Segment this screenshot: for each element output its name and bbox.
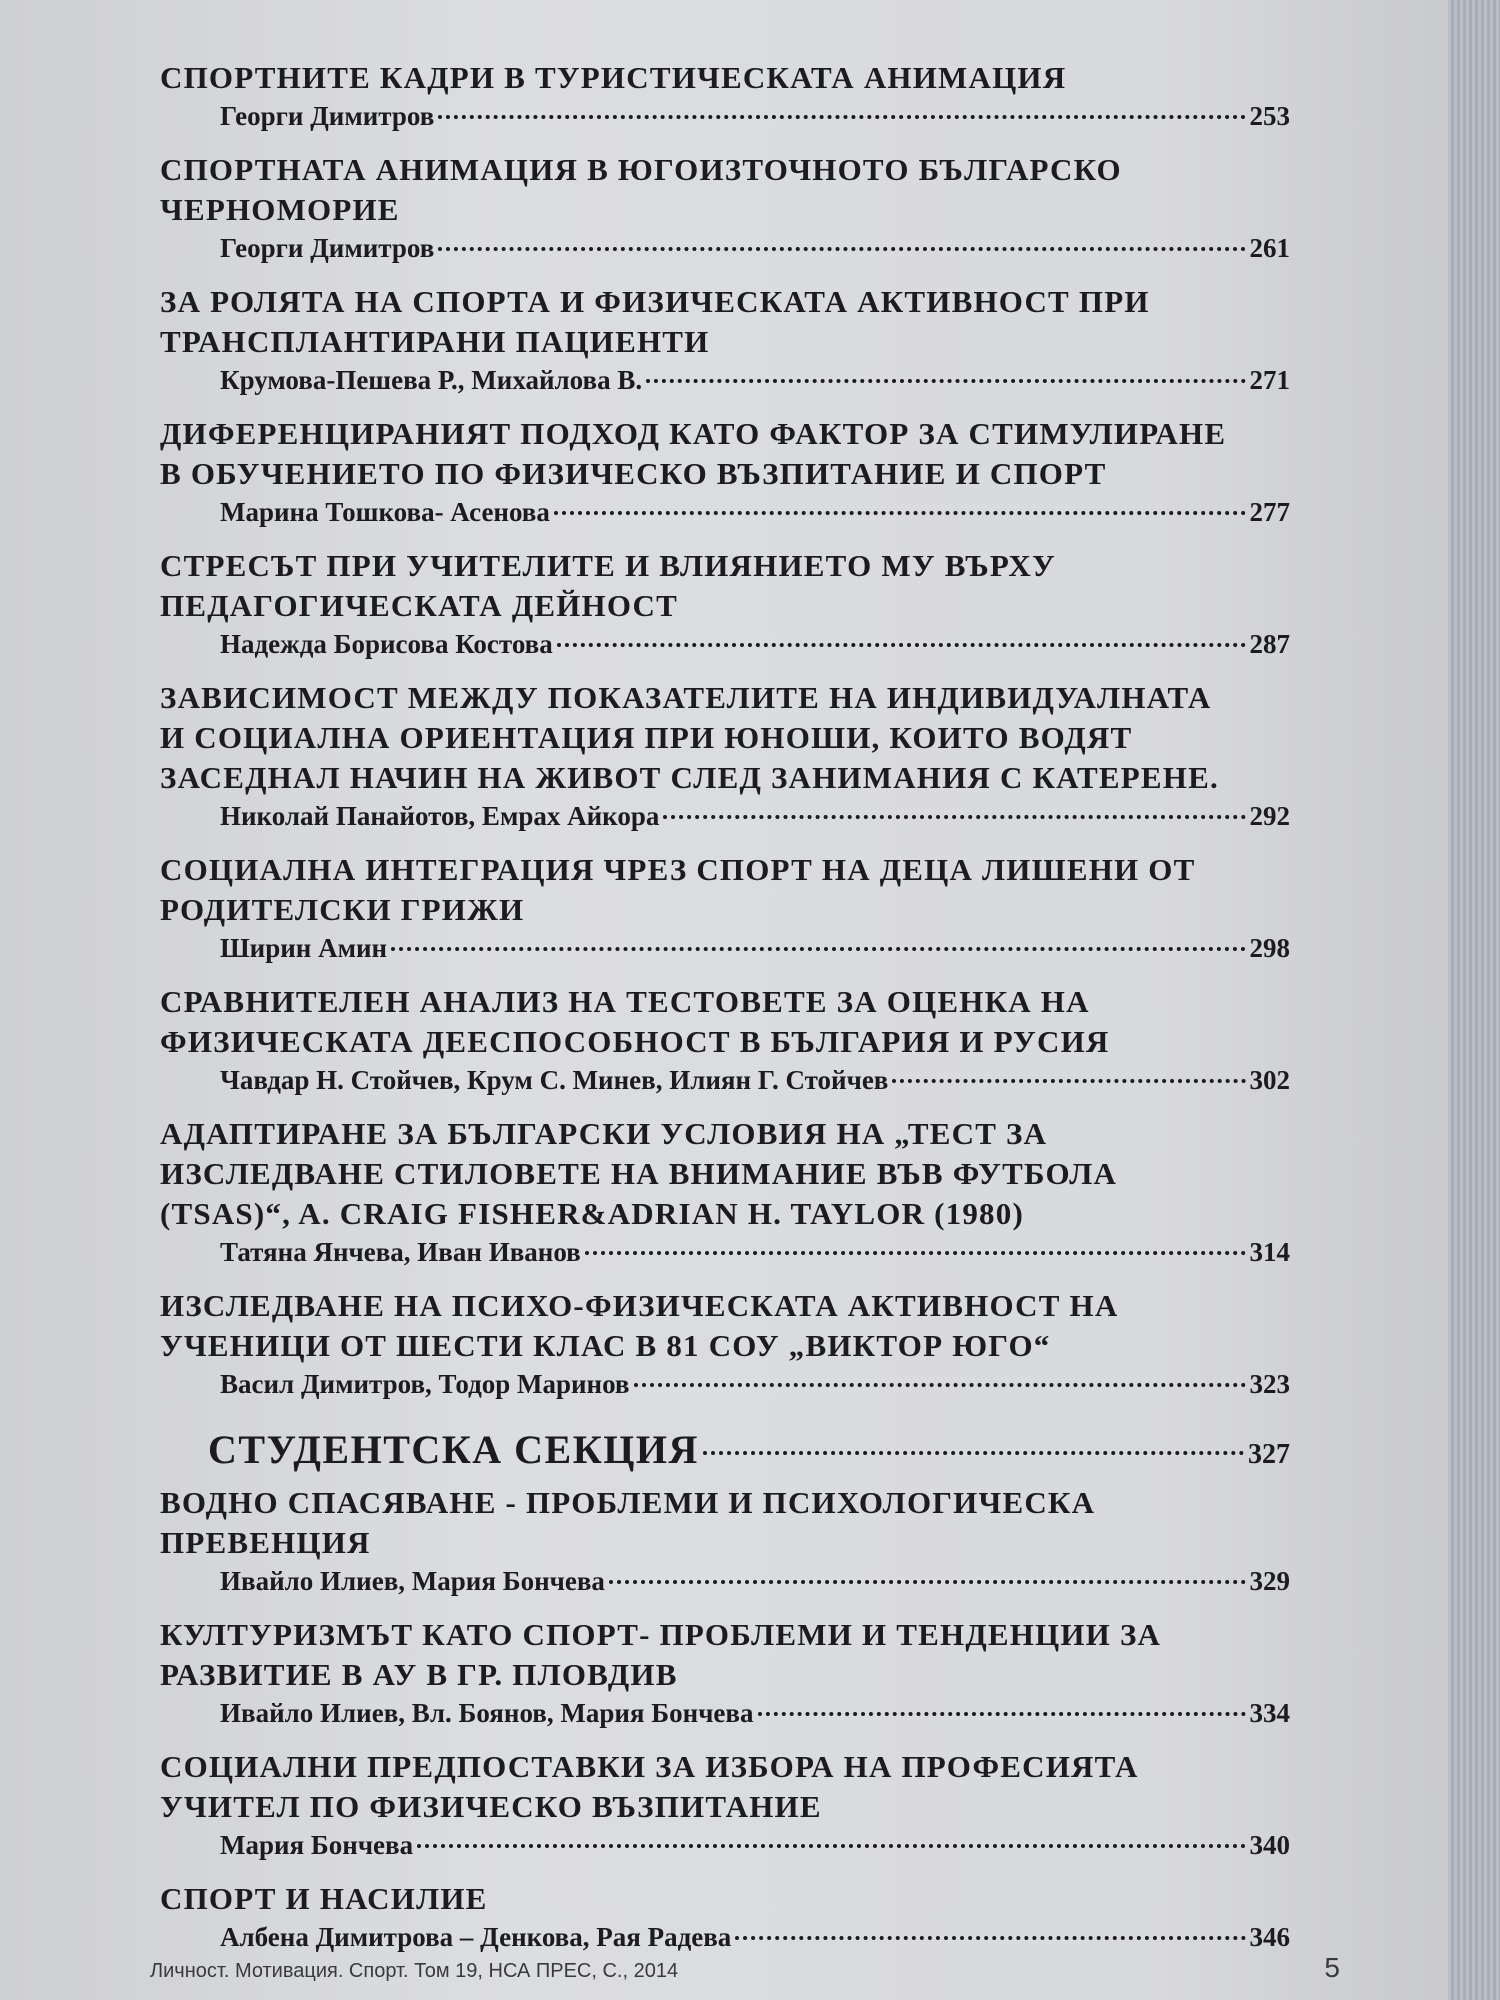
- entry-authors: Албена Димитрова – Денкова, Рая Радева: [220, 1922, 732, 1952]
- entry-authors: Татяна Янчева, Иван Иванов: [220, 1237, 581, 1267]
- entry-page-number: 340: [1249, 1830, 1290, 1860]
- toc-entry: [160, 1879, 1290, 1955]
- toc-entry: [160, 282, 1290, 398]
- toc-entry: [160, 1615, 1290, 1731]
- entry-byline: [160, 362, 1290, 398]
- dot-leader: [703, 1451, 1244, 1455]
- entry-page-number: 253: [1249, 101, 1290, 131]
- page-footer: [150, 1952, 1340, 1984]
- entry-authors: Николай Панайотов, Емрах Айкора: [220, 801, 660, 831]
- entry-page-number: 334: [1249, 1698, 1290, 1728]
- entry-title-line: КУЛТУРИЗМЪТ КАТО СПОРТ- ПРОБЛЕМИ И ТЕНДЕНЦИИ ЗА: [160, 1617, 1162, 1652]
- entry-authors: Мария Бончева: [220, 1830, 414, 1860]
- entry-title-line: РОДИТЕЛСКИ ГРИЖИ: [160, 892, 525, 927]
- entry-page-number: 302: [1249, 1065, 1290, 1095]
- entry-title-line: СРАВНИТЕЛЕН АНАЛИЗ НА ТЕСТОВЕТЕ ЗА ОЦЕНКА НА: [160, 984, 1090, 1019]
- entry-title-line: РАЗВИТИЕ В АУ В ГР. ПЛОВДИВ: [160, 1657, 678, 1692]
- toc-section-heading: [160, 1426, 1290, 1473]
- dot-leader: [417, 1844, 1245, 1848]
- entry-page-number: 323: [1249, 1369, 1290, 1399]
- entry-authors: Надежда Борисова Костова: [220, 629, 553, 659]
- entry-title-line: УЧИТЕЛ ПО ФИЗИЧЕСКО ВЪЗПИТАНИЕ: [160, 1789, 822, 1824]
- entry-title-line: СОЦИАЛНИ ПРЕДПОСТАВКИ ЗА ИЗБОРА НА ПРОФЕСИЯТА: [160, 1749, 1139, 1784]
- toc-entry: [160, 1286, 1290, 1402]
- entry-page-number: 329: [1249, 1566, 1290, 1596]
- section-label: СТУДЕНТСКА СЕКЦИЯ: [208, 1427, 699, 1472]
- entry-authors: Ивайло Илиев, Мария Бончева: [220, 1566, 605, 1596]
- entry-title-line: (TSAS)“, A. CRAIG FISHER&ADRIAN H. TAYLOR (1980): [160, 1196, 1024, 1231]
- entry-byline: [160, 1919, 1290, 1955]
- entry-byline: [160, 230, 1290, 266]
- entry-byline: [160, 98, 1290, 134]
- toc-student-list: [160, 1483, 1290, 1955]
- toc-main-list: [160, 58, 1290, 1402]
- dot-leader: [609, 1580, 1246, 1584]
- entry-byline: [160, 1563, 1290, 1599]
- entry-title-line: ТРАНСПЛАНТИРАНИ ПАЦИЕНТИ: [160, 324, 710, 359]
- entry-authors: Марина Тошкова- Асенова: [220, 497, 550, 527]
- entry-byline: [160, 1827, 1290, 1863]
- entry-byline: [160, 1062, 1290, 1098]
- dot-leader: [554, 511, 1246, 515]
- dot-leader: [438, 247, 1245, 251]
- entry-title-line: СТРЕСЪТ ПРИ УЧИТЕЛИТЕ И ВЛИЯНИЕТО МУ ВЪРХУ: [160, 548, 1056, 583]
- dot-leader: [634, 1383, 1246, 1387]
- entry-page-number: 346: [1249, 1922, 1290, 1952]
- entry-authors: Васил Димитров, Тодор Маринов: [220, 1369, 630, 1399]
- entry-byline: [160, 798, 1290, 834]
- page-stack-edge: [1448, 0, 1500, 2000]
- entry-title-line: ДИФЕРЕНЦИРАНИЯТ ПОДХОД КАТО ФАКТОР ЗА СТИМУЛИРАНЕ: [160, 416, 1227, 451]
- entry-title-line: В ОБУЧЕНИЕТО ПО ФИЗИЧЕСКО ВЪЗПИТАНИЕ И СПОРТ: [160, 456, 1107, 491]
- toc-entry: [160, 982, 1290, 1098]
- footer-source: Личност. Мотивация. Спорт. Том 19, НСА ПРЕС, С., 2014: [150, 1960, 679, 1982]
- entry-byline: [160, 1695, 1290, 1731]
- toc-entry: [160, 678, 1290, 834]
- entry-title-line: ЧЕРНОМОРИЕ: [160, 192, 400, 227]
- entry-page-number: 277: [1249, 497, 1290, 527]
- toc-entry: [160, 58, 1290, 134]
- entry-byline: [160, 1234, 1290, 1270]
- dot-leader: [557, 643, 1246, 647]
- dot-leader: [735, 1936, 1245, 1940]
- entry-title-line: ЗАВИСИМОСТ МЕЖДУ ПОКАЗАТЕЛИТЕ НА ИНДИВИДУАЛНАТА: [160, 680, 1212, 715]
- toc-entry: [160, 150, 1290, 266]
- dot-leader: [585, 1251, 1246, 1255]
- toc-entry: [160, 1747, 1290, 1863]
- entry-title-line: СОЦИАЛНА ИНТЕГРАЦИЯ ЧРЕЗ СПОРТ НА ДЕЦА ЛИШЕНИ ОТ: [160, 852, 1196, 887]
- entry-byline: [160, 1366, 1290, 1402]
- toc-entry: [160, 414, 1290, 530]
- dot-leader: [438, 115, 1245, 119]
- entry-title-line: ЗАСЕДНАЛ НАЧИН НА ЖИВОТ СЛЕД ЗАНИМАНИЯ С КАТЕРЕНЕ.: [160, 760, 1219, 795]
- table-of-contents: [160, 58, 1290, 1971]
- entry-title-line: СПОРТНАТА АНИМАЦИЯ В ЮГОИЗТОЧНОТО БЪЛГАРСКО: [160, 152, 1122, 187]
- entry-authors: Крумова-Пешева Р., Михайлова В.: [220, 365, 643, 395]
- entry-page-number: 298: [1249, 933, 1290, 963]
- dot-leader: [391, 947, 1245, 951]
- entry-authors: Ивайло Илиев, Вл. Боянов, Мария Бончева: [220, 1698, 754, 1728]
- toc-entry: [160, 850, 1290, 966]
- dot-leader: [646, 379, 1245, 383]
- entry-title-line: УЧЕНИЦИ ОТ ШЕСТИ КЛАС В 81 СОУ „ВИКТОР ЮГО“: [160, 1328, 1051, 1363]
- entry-title-line: СПОРТ И НАСИЛИЕ: [160, 1881, 488, 1916]
- entry-title-line: ФИЗИЧЕСКАТА ДЕЕСПОСОБНОСТ В БЪЛГАРИЯ И РУСИЯ: [160, 1024, 1110, 1059]
- entry-page-number: 314: [1249, 1237, 1290, 1267]
- entry-byline: [160, 494, 1290, 530]
- entry-authors: Георги Димитров: [220, 233, 435, 263]
- dot-leader: [892, 1079, 1245, 1083]
- entry-page-number: 292: [1249, 801, 1290, 831]
- entry-title-line: ВОДНО СПАСЯВАНЕ - ПРОБЛЕМИ И ПСИХОЛОГИЧЕСКА: [160, 1485, 1096, 1520]
- entry-title-line: ПРЕВЕНЦИЯ: [160, 1525, 371, 1560]
- entry-title-line: ИЗСЛЕДВАНЕ СТИЛОВЕТЕ НА ВНИМАНИЕ ВЪВ ФУТБОЛА: [160, 1156, 1118, 1191]
- footer-page-number: 5: [1324, 1952, 1340, 1983]
- entry-authors: Чавдар Н. Стойчев, Крум С. Минев, Илиян Г. Стойчев: [220, 1065, 889, 1095]
- entry-title-line: СПОРТНИТЕ КАДРИ В ТУРИСТИЧЕСКАТА АНИМАЦИЯ: [160, 60, 1067, 95]
- entry-byline: [160, 626, 1290, 662]
- entry-title-line: И СОЦИАЛНА ОРИЕНТАЦИЯ ПРИ ЮНОШИ, КОИТО ВОДЯТ: [160, 720, 1133, 755]
- entry-authors: Ширин Амин: [220, 933, 388, 963]
- entry-title-line: ПЕДАГОГИЧЕСКАТА ДЕЙНОСТ: [160, 588, 679, 623]
- entry-title-line: ИЗСЛЕДВАНЕ НА ПСИХО-ФИЗИЧЕСКАТА АКТИВНОСТ НА: [160, 1288, 1119, 1323]
- dot-leader: [758, 1712, 1246, 1716]
- entry-byline: [160, 930, 1290, 966]
- entry-title-line: АДАПТИРАНЕ ЗА БЪЛГАРСКИ УСЛОВИЯ НА „ТЕСТ ЗА: [160, 1116, 1048, 1151]
- entry-authors: Георги Димитров: [220, 101, 435, 131]
- entry-title-line: ЗА РОЛЯТА НА СПОРТА И ФИЗИЧЕСКАТА АКТИВНОСТ ПРИ: [160, 284, 1150, 319]
- entry-page-number: 261: [1249, 233, 1290, 263]
- entry-page-number: 287: [1249, 629, 1290, 659]
- dot-leader: [663, 815, 1245, 819]
- entry-page-number: 271: [1249, 365, 1290, 395]
- toc-entry: [160, 546, 1290, 662]
- section-page-number: 327: [1248, 1439, 1290, 1470]
- toc-entry: [160, 1114, 1290, 1270]
- toc-entry: [160, 1483, 1290, 1599]
